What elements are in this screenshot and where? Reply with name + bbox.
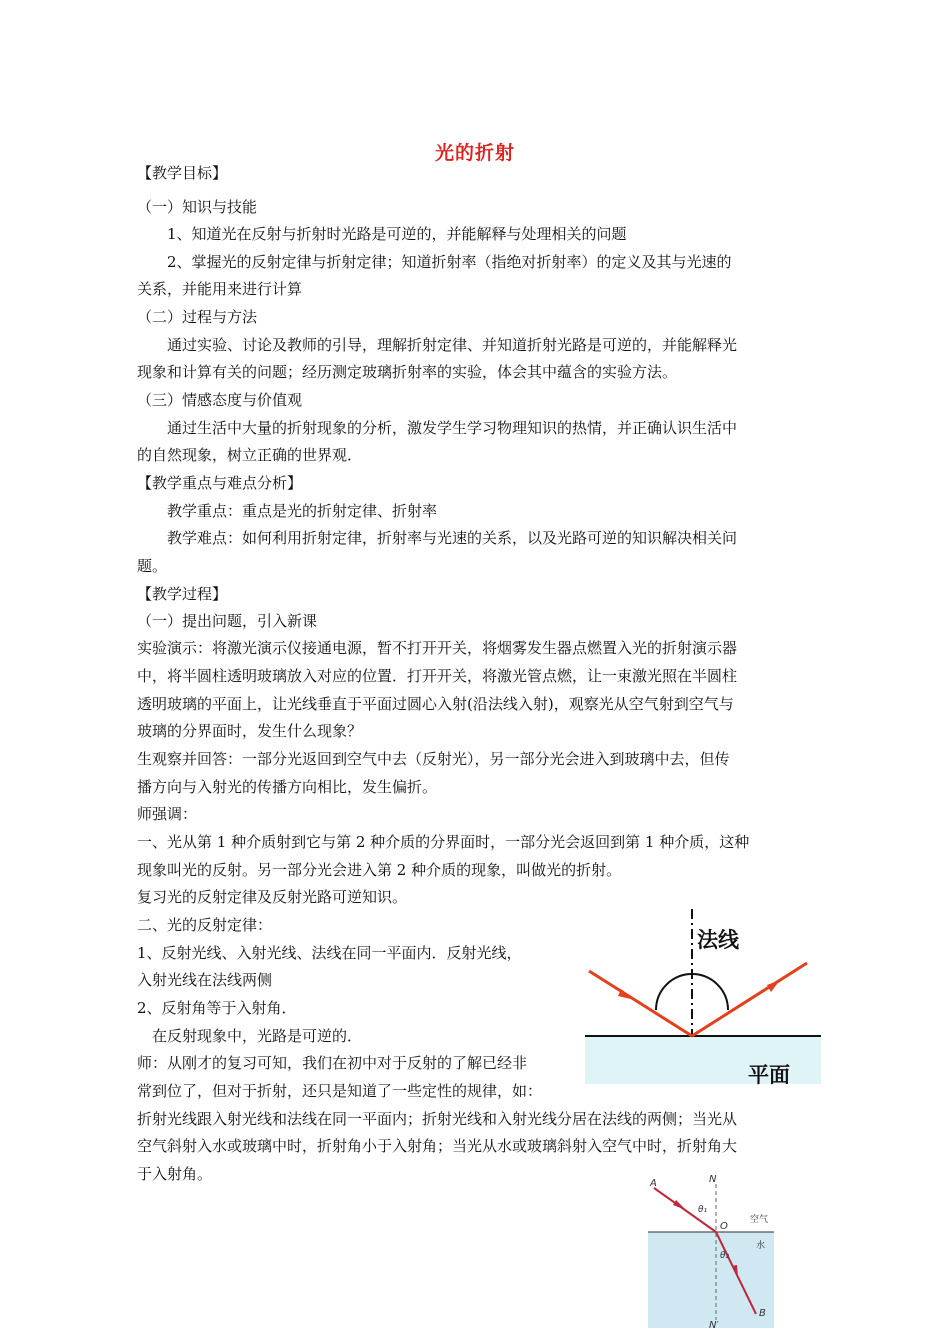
paragraph-line: 通过实验、讨论及教师的引导，理解折射定律、并知道折射光路是可逆的，并能解释光 <box>167 336 738 354</box>
surface-label: 平面 <box>748 1063 790 1085</box>
paragraph-line: 2、掌握光的反射定律与折射定律；知道折射率（指绝对折射率）的定义及其与光速的 <box>167 253 732 271</box>
paragraph-line: 生观察并回答：一部分光返回到空气中去（反射光），另一部分光会进入到玻璃中去，但传 <box>137 750 730 768</box>
theta2-label: θ₂ <box>720 1251 730 1261</box>
reflection-diagram <box>585 905 823 1085</box>
incident-ray <box>589 971 692 1036</box>
paragraph-line: 播方向与入射光的传播方向相比，发生偏折。 <box>137 778 438 796</box>
paragraph-line: 常到位了，但对于折射，还只是知道了一些定性的规律，如： <box>137 1082 543 1100</box>
paragraph-line: 实验演示：将激光演示仪接通电源，暂不打开开关，将烟雾发生器点燃置入光的折射演示器 <box>137 639 738 657</box>
paragraph-line: 二、光的反射定律： <box>137 916 273 934</box>
subheading-intro: （一）提出问题，引入新课 <box>137 612 318 630</box>
incident-arrow <box>618 989 635 1000</box>
refraction-diagram <box>646 1172 776 1330</box>
document-title: 光的折射 <box>434 142 515 164</box>
normal-label: 法线 <box>697 928 739 952</box>
point-n-prime-label: N′ <box>709 1320 719 1330</box>
paragraph-line: 教学难点：如何利用折射定律，折射率与光速的关系，以及光路可逆的知识解决相关问 <box>167 529 738 547</box>
point-a-label: A <box>650 1178 657 1189</box>
section-heading-objectives: 【教学目标】 <box>137 164 228 182</box>
subheading-attitude: （三）情感态度与价值观 <box>137 391 303 409</box>
air-label: 空气 <box>750 1215 769 1225</box>
incident-arrow <box>673 1200 686 1210</box>
paragraph-line: 教学重点：重点是光的折射定律、折射率 <box>167 502 438 520</box>
paragraph-line: 现象和计算有关的问题；经历测定玻璃折射率的实验，体会其中蕴含的实验方法。 <box>137 363 678 381</box>
paragraph-line: 折射光线跟入射光线和法线在同一平面内；折射光线和入射光线分居在法线的两侧；当光从 <box>137 1110 738 1128</box>
water-label: 水 <box>756 1241 766 1251</box>
paragraph-line: 现象叫光的反射。另一部分光会进入第 2 种介质的现象，叫做光的折射。 <box>137 861 622 879</box>
paragraph-line: 于入射角。 <box>137 1165 213 1183</box>
section-heading-process: 【教学过程】 <box>137 585 228 603</box>
paragraph-line: 师：从刚才的复习可知，我们在初中对于反射的了解已经非 <box>137 1054 528 1072</box>
paragraph-line: 通过生活中大量的折射现象的分析，激发学生学习物理知识的热情，并正确认识生活中 <box>167 419 738 437</box>
paragraph-line: 入射光线在法线两侧 <box>137 971 273 989</box>
paragraph-line: 空气斜射入水或玻璃中时，折射角小于入射角；当光从水或玻璃斜射入空气中时，折射角大 <box>137 1137 738 1155</box>
section-heading-keypoints: 【教学重点与难点分析】 <box>137 474 303 492</box>
paragraph-line: 2、反射角等于入射角． <box>137 999 297 1017</box>
paragraph-line: 师强调： <box>137 805 198 823</box>
paragraph-line: 玻璃的分界面时，发生什么现象？ <box>137 722 363 740</box>
subheading-knowledge: （一）知识与技能 <box>137 198 258 216</box>
paragraph-line: 在反射现象中，光路是可逆的． <box>152 1027 363 1045</box>
paragraph-line: 一、光从第 1 种介质射到它与第 2 种介质的分界面时，一部分光会返回到第 1 种介质，这种 <box>137 833 750 851</box>
paragraph-line: 复习光的反射定律及反射光路可逆知识。 <box>137 888 408 906</box>
reflected-arrow <box>767 980 780 992</box>
point-n-label: N <box>709 1174 717 1185</box>
subheading-process: （二）过程与方法 <box>137 308 258 326</box>
paragraph-line: 关系，并能用来进行计算 <box>137 280 303 298</box>
paragraph-line: 的自然现象，树立正确的世界观． <box>137 446 363 464</box>
paragraph-line: 1、知道光在反射与折射时光路是可逆的，并能解释与处理相关的问题 <box>167 225 627 243</box>
paragraph-line: 题。 <box>137 557 168 575</box>
paragraph-line: 1、反射光线、入射光线、法线在同一平面内．反射光线， <box>137 944 522 962</box>
point-o-label: O <box>720 1221 728 1232</box>
reflected-ray <box>692 963 807 1036</box>
theta1-label: θ₁ <box>698 1205 708 1215</box>
paragraph-line: 中，将半圆柱透明玻璃放入对应的位置．打开开关，将激光管点燃，让一束激光照在半圆柱 <box>137 667 738 685</box>
paragraph-line: 透明玻璃的平面上，让光线垂直于平面过圆心入射(沿法线入射)，观察光从空气射到空气与 <box>137 695 734 713</box>
point-b-label: B <box>759 1308 766 1319</box>
